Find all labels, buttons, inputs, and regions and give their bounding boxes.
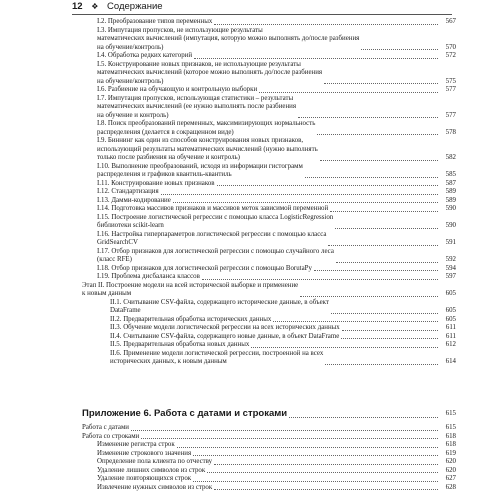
toc-entry-text	[110, 350, 323, 367]
toc-entry-line: I.5. Конструирование новых признаков, не использующие результаты	[97, 60, 301, 68]
toc-entry-line: II.1. Считывание CSV-файла, содержащего исторические данные, в объект	[110, 298, 329, 306]
toc-entry-text	[82, 282, 298, 299]
leader-dots	[214, 489, 438, 490]
toc-page-number: 605	[445, 315, 456, 323]
toc-entry-line: I.3. Импутация пропусков, не использующие результаты	[97, 26, 263, 34]
leader-dots	[194, 58, 438, 59]
toc-entry-line: использующий результаты математических вычислений (нужно выполнять	[97, 145, 318, 153]
toc-entry-text	[97, 484, 212, 493]
toc-entry-line: I.15. Построение логистической регрессии с помощью класса LogisticRegression	[97, 213, 334, 221]
toc-entry-line: I.6. Разбиение на обучающую и контрольную выборки	[97, 86, 258, 93]
leader-dots	[305, 177, 438, 178]
toc-page-number: 620	[445, 466, 456, 474]
toc-entry-text	[97, 86, 257, 95]
toc-entry-text	[97, 180, 215, 189]
toc-page-number: 605	[445, 307, 456, 314]
toc-entry-line: I.9. Биннинг как один из способов конструирования новых признаков,	[97, 137, 304, 144]
toc-entry-line: математических вычислений (которое можно выполнять до/после разбиения	[97, 69, 323, 76]
toc-entry-line: исторических данных, к новым данным	[110, 358, 227, 365]
leader-dots	[177, 447, 438, 448]
toc-entry-line: I.14. Подготовка массивов признаков и массивов меток зависимой переменной	[97, 205, 329, 212]
toc-page-number: 587	[445, 179, 456, 187]
leader-dots	[324, 83, 438, 84]
leader-dots	[193, 481, 438, 482]
leader-dots	[173, 202, 438, 203]
toc-entry-text	[97, 188, 159, 197]
leader-dots	[325, 364, 438, 365]
toc-entry[interactable]	[82, 137, 456, 163]
toc-entry[interactable]	[82, 475, 456, 484]
leader-dots	[300, 296, 438, 297]
page-number: 12	[72, 1, 83, 12]
toc-page-number: 592	[445, 256, 456, 263]
toc-entry-text	[97, 197, 171, 206]
toc-entry-line: I.10. Выполнение преобразований, исходя из информации гистограмм	[97, 162, 303, 170]
appendix-page: 615	[445, 410, 456, 417]
toc-entry-line: Извлечение нужных символов из строк	[97, 483, 213, 491]
toc-page-number: 572	[445, 52, 456, 59]
leader-dots	[314, 270, 438, 271]
toc-entry-line: GridSearchCV	[97, 239, 138, 246]
toc-entry-text	[110, 333, 339, 342]
toc-entry[interactable]	[82, 316, 456, 325]
toc-page-number: 589	[445, 196, 456, 204]
toc-page-number: 618	[445, 441, 456, 448]
toc-entry[interactable]	[82, 484, 456, 493]
toc-entry-text	[97, 265, 312, 274]
toc-entry-line: II.4. Считывание CSV-файла, содержащего новые данные, в объект DataFrame	[110, 332, 340, 340]
leader-dots	[320, 160, 438, 161]
toc-entry[interactable]	[82, 467, 456, 476]
toc-entry-line: I.4. Обработка редких категорий	[97, 52, 193, 59]
toc-page-number: 614	[445, 358, 456, 365]
toc-page-number: 620	[445, 458, 456, 465]
toc-entry-line: распределения и графиков квантиль-квантиль	[97, 171, 232, 178]
leader-dots	[193, 455, 438, 456]
toc-entry[interactable]	[82, 214, 456, 231]
page-header	[72, 0, 452, 14]
toc-entry-text	[82, 424, 129, 433]
toc-entry-line: распределения (делается в сокращенном виде)	[97, 128, 234, 136]
leader-dots	[335, 228, 438, 229]
toc-entry-line: Изменение строкового значения	[97, 449, 192, 457]
toc-entry-line: Определение пола клиента по отчеству	[97, 458, 213, 465]
toc-page-number: 590	[445, 205, 456, 212]
toc-entry[interactable]	[82, 248, 456, 265]
toc-page-number: 594	[445, 264, 456, 272]
toc-entry-line: I.7. Импутация пропусков, использующая статистики – результаты	[97, 94, 294, 102]
toc-entry[interactable]	[82, 18, 456, 27]
toc-entry-line: I.19. Проблема дисбаланса классов	[97, 273, 200, 280]
leader-dots	[317, 134, 438, 135]
toc-entry-line: II.3. Обучение модели логистической регрессии на всех исторических данных	[110, 324, 340, 331]
toc-page-number: 589	[445, 188, 456, 195]
toc-page-number: 591	[445, 239, 456, 246]
leader-dots	[341, 338, 438, 339]
toc-page-number: 577	[445, 111, 456, 119]
toc-page-number: 611	[445, 324, 456, 331]
toc-entry-text	[97, 18, 212, 27]
toc-page-number: 605	[445, 290, 456, 297]
toc-entry-text	[97, 467, 205, 476]
toc-page-number: 627	[445, 475, 456, 482]
toc-entry-line: Удаление повторяющихся строк	[97, 475, 192, 482]
toc-page-number: 611	[445, 332, 456, 340]
toc-entry-text	[97, 137, 318, 163]
toc-entry-line: на обучение и контроль)	[97, 111, 169, 119]
toc-entry-line: I.18. Отбор признаков для логистической регрессии с помощью BorutaPy	[97, 264, 312, 272]
toc-entry[interactable]	[82, 273, 456, 282]
toc-entry-text	[97, 163, 303, 180]
toc-page-number: 575	[445, 77, 456, 85]
toc-entry-line: только после разбиения на обучение и контроль)	[97, 154, 240, 161]
toc-entry[interactable]	[82, 424, 456, 433]
toc-page-number: 567	[445, 18, 456, 25]
header-rule	[72, 14, 452, 15]
toc-entry[interactable]	[82, 324, 456, 333]
toc-entry-text	[110, 324, 340, 333]
diamond-icon: ❖	[91, 2, 99, 11]
toc-entry-text	[110, 316, 271, 325]
toc-entry[interactable]	[82, 450, 456, 459]
toc-entry-text	[110, 341, 249, 350]
toc-entry[interactable]	[82, 86, 456, 95]
toc-entry-line: Работа со строками	[82, 432, 140, 440]
toc-entry-line: I.8. Поиск преобразований переменных, максимизирующих нормальность	[97, 120, 316, 127]
toc-entry[interactable]	[82, 188, 456, 197]
leader-dots	[214, 464, 438, 465]
toc-entry[interactable]	[82, 163, 456, 180]
toc-page-number: 578	[445, 128, 456, 136]
leader-dots	[251, 347, 438, 348]
toc-entry-line: DataFrame	[110, 307, 141, 314]
toc-entry-text	[97, 120, 315, 137]
leader-dots	[161, 194, 438, 195]
toc-page-number: 612	[445, 341, 456, 348]
toc-entry[interactable]	[82, 282, 456, 299]
toc-entry-line: I.17. Отбор признаков для логистической регрессии с помощью случайного леса	[97, 247, 334, 255]
toc-entry[interactable]	[82, 27, 456, 53]
toc-entry-text	[97, 61, 322, 87]
toc-entry-text	[97, 95, 296, 121]
toc-entry-line: библиотеки scikit-learn	[97, 222, 164, 229]
toc-entry-text	[97, 52, 192, 61]
toc-entry-line: Работа с датами	[82, 424, 129, 431]
toc-entry[interactable]	[82, 265, 456, 274]
toc-entry[interactable]	[82, 205, 456, 214]
toc-entry-text	[97, 231, 326, 248]
toc-entry-text	[97, 458, 212, 467]
leader-dots	[331, 313, 438, 314]
toc-entry-line: Удаление лишних символов из строк	[97, 466, 206, 474]
toc-entry[interactable]	[82, 433, 456, 442]
appendix-heading[interactable]	[82, 408, 456, 420]
toc-entry-line: на обучение/контроль)	[97, 43, 164, 51]
toc-entry-text	[97, 27, 359, 53]
toc-page-number: 582	[445, 154, 456, 161]
toc-entry-line: Изменение регистра строк	[97, 441, 175, 448]
toc-entry[interactable]	[82, 350, 456, 367]
toc-entry[interactable]	[82, 197, 456, 206]
toc-entry[interactable]	[82, 441, 456, 450]
toc-entry-line: к новым данным	[82, 290, 132, 297]
toc-entry[interactable]	[82, 61, 456, 87]
leader-dots	[361, 49, 438, 50]
toc-entry-line: (класс RFE)	[97, 256, 132, 263]
leader-dots	[217, 185, 438, 186]
running-title: Содержание	[107, 1, 163, 12]
toc-entry-text	[97, 214, 333, 231]
toc-entry-line: математических вычислений (ее нужно выполнять после разбиения	[97, 103, 296, 110]
toc-entry-text	[97, 475, 191, 484]
toc-page-number: 618	[445, 432, 456, 440]
toc-entry-line: II.2. Предварительная обработка исторических данных	[110, 315, 272, 323]
toc-page-number: 628	[445, 483, 456, 491]
toc-page-number: 590	[445, 222, 456, 229]
toc-page-number: 619	[445, 449, 456, 457]
leader-dots	[289, 417, 438, 418]
appendix-toc-list	[82, 424, 456, 492]
toc-entry-text	[97, 450, 191, 459]
leader-dots	[330, 211, 438, 212]
leader-dots	[131, 430, 438, 431]
toc-page-number: 570	[445, 43, 456, 51]
toc-entry-line: на обучение/контроль)	[97, 77, 164, 85]
toc-entry[interactable]	[82, 333, 456, 342]
leader-dots	[141, 438, 438, 439]
toc-entry-text	[110, 299, 329, 316]
leader-dots	[214, 24, 438, 25]
toc-entry[interactable]	[82, 180, 456, 189]
toc-entry[interactable]	[82, 341, 456, 350]
toc-page-number: 597	[445, 273, 456, 280]
toc-entry[interactable]	[82, 120, 456, 137]
toc-entry-line: I.16. Настройка гиперпараметров логистической регрессии с помощью класса	[97, 230, 327, 238]
toc-entry[interactable]	[82, 458, 456, 467]
toc-entry-text	[97, 205, 328, 214]
leader-dots	[342, 330, 438, 331]
appendix-title: Приложение 6. Работа с датами и строками	[82, 408, 288, 419]
leader-dots	[298, 117, 438, 118]
toc-page-number: 615	[445, 424, 456, 431]
toc-entry-text	[97, 248, 334, 265]
toc-entry[interactable]	[82, 95, 456, 121]
toc-entry-text	[82, 433, 139, 442]
leader-dots	[328, 245, 438, 246]
toc-entry-line: I.12. Стандартизация	[97, 188, 159, 195]
leader-dots	[202, 279, 438, 280]
leader-dots	[273, 321, 438, 322]
toc-entry[interactable]	[82, 299, 456, 316]
toc-entry-text	[97, 441, 175, 450]
leader-dots	[336, 262, 438, 263]
toc-list	[82, 18, 456, 367]
toc-page-number: 585	[445, 171, 456, 178]
leader-dots	[207, 472, 438, 473]
toc-entry-line: II.6. Применение модели логистической регрессии, построенной на всех	[110, 349, 324, 357]
toc-entry-line: I.11. Конструирование новых признаков	[97, 179, 215, 187]
toc-entry-line: I.13. Дамми-кодирование	[97, 196, 171, 204]
toc-entry[interactable]	[82, 52, 456, 61]
toc-entry-line: Этап II. Построение модели на всей исторической выборке и применение	[82, 281, 299, 289]
toc-entry[interactable]	[82, 231, 456, 248]
toc-entry-line: II.5. Предварительная обработка новых данных	[110, 341, 250, 348]
toc-entry-text	[97, 273, 200, 282]
toc-page-number: 577	[445, 86, 456, 93]
toc-entry-line: I.2. Преобразование типов переменных	[97, 18, 213, 25]
toc-entry-line: математических вычислений (импутация, которую можно выполнять до/после разбиения	[97, 35, 360, 42]
leader-dots	[259, 92, 438, 93]
